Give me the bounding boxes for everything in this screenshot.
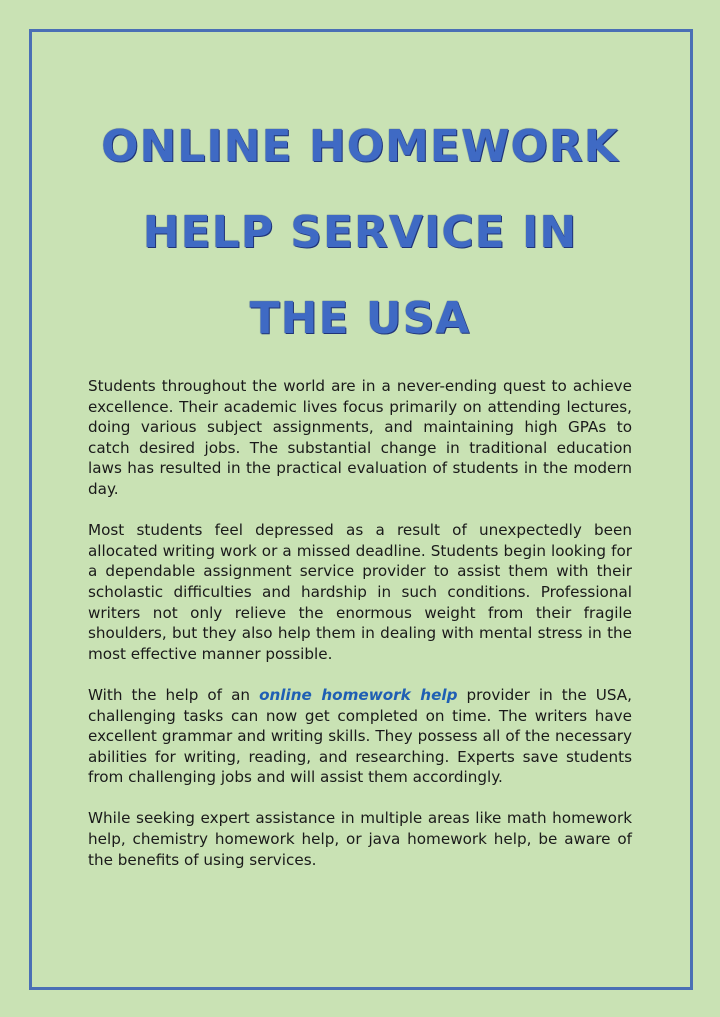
paragraph-1: Students throughout the world are in a never-ending quest to achieve excellence. Their academic lives focus primarily on attending lectures, doing various subject assignments, and maintaining high GPAs to catch desired jobs. The substantial change in traditional education laws has resulted in the practical evaluation of students in the modern day. (88, 377, 632, 498)
paragraph-2: Most students feel depressed as a result of unexpectedly been allocated writing work or a missed deadline. Students begin looking for a dependable assignment service provider to assist them with their scholastic difficulties and hardship in such conditions. Professional writers not only relieve the enormous weight from their fragile shoulders, but they also help them in dealing with mental stress in the most effective manner possible. (88, 521, 632, 663)
online-homework-help-link[interactable]: online homework help (259, 685, 458, 704)
article-body (88, 376, 632, 891)
title-line-2: HELP SERVICE IN (142, 207, 578, 258)
paragraph-3 (88, 685, 632, 788)
paragraph-3-rest: provider in the USA, challenging tasks can now get completed on time. The writers have excellent grammar and writing skills. They possess all of the necessary abilities for writing, reading, and researching. Experts save students from challenging jobs and will assist them accordingly. (88, 685, 632, 787)
title-line-3: THE USA (249, 293, 471, 344)
paragraph-4: While seeking expert assistance in multiple areas like math homework help, chemistry homework help, or java homework help, be aware of the benefits of using services. (88, 809, 632, 869)
page-title (60, 104, 660, 362)
title-line-1: ONLINE HOMEWORK (101, 121, 619, 172)
paragraph-3-intro: With the help of an (88, 685, 260, 704)
